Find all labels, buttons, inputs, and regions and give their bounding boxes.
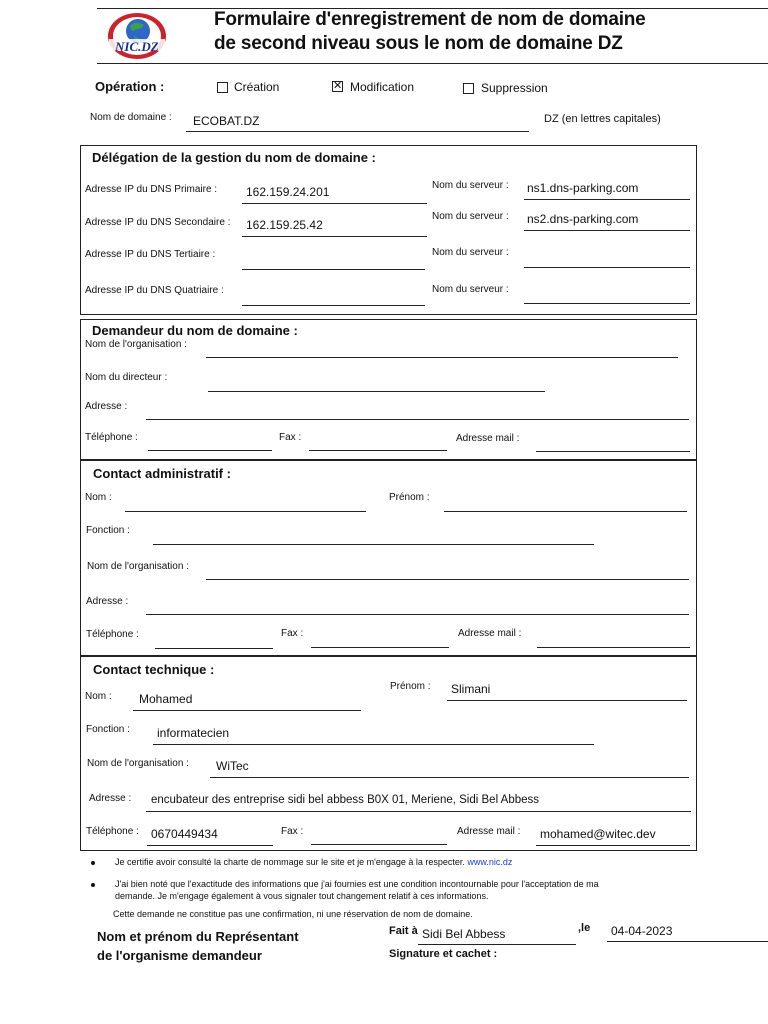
admin-email-line[interactable] [537, 647, 690, 648]
requester-phone-line[interactable] [148, 450, 272, 451]
footnote-bullet-1 [91, 861, 95, 865]
requester-email-line[interactable] [536, 451, 690, 452]
admin-contact-title: Contact administratif : [93, 466, 231, 481]
requester-fax-line[interactable] [309, 450, 447, 451]
suppression-checkbox[interactable] [463, 83, 474, 94]
domain-value[interactable]: ECOBAT.DZ [193, 114, 260, 128]
domain-field-line [186, 131, 529, 132]
tech-email-value[interactable]: mohamed@witec.dev [540, 827, 656, 841]
dns2-ip-value[interactable]: 162.159.25.42 [246, 218, 323, 232]
admin-name-label: Nom : [85, 492, 112, 503]
admin-fax-label: Fax : [281, 628, 304, 639]
tech-org-label: Nom de l'organisation : [87, 758, 189, 769]
tech-firstname-line [447, 700, 687, 701]
logo-text: NIC.DZ [115, 39, 159, 54]
tech-name-label: Nom : [85, 691, 112, 702]
header-divider [97, 63, 768, 64]
admin-name-line[interactable] [125, 511, 366, 512]
date-value[interactable]: 04-04-2023 [611, 924, 673, 938]
dns2-server-value[interactable]: ns2.dns-parking.com [527, 212, 639, 226]
requester-phone-label: Téléphone : [85, 432, 138, 443]
representative-label-2: de l'organisme demandeur [97, 948, 262, 963]
tech-function-label: Fonction : [86, 724, 130, 735]
footnote-accuracy-2: demande. Je m'engage également à vous signaler tout changement relatif à ces informations. [115, 891, 489, 901]
requester-title: Demandeur du nom de domaine : [92, 323, 298, 338]
modification-label: Modification [350, 80, 415, 94]
dns2-ip-line [242, 236, 427, 237]
dns4-ip-line[interactable] [242, 305, 425, 306]
tech-address-line [146, 811, 691, 812]
date-line [607, 941, 768, 942]
tech-phone-line [147, 845, 273, 846]
signature-label: Signature et cachet : [389, 948, 498, 960]
tech-phone-value[interactable]: 0670449434 [151, 827, 218, 841]
tech-firstname-value[interactable]: Slimani [451, 682, 491, 696]
admin-firstname-label: Prénom : [389, 492, 430, 503]
admin-phone-label: Téléphone : [86, 629, 139, 640]
requester-director-label: Nom du directeur : [85, 372, 168, 383]
dns1-ip-value[interactable]: 162.159.24.201 [246, 185, 330, 199]
nic-link[interactable]: www.nic.dz [467, 857, 513, 867]
dns2-server-line [524, 230, 690, 231]
tech-email-label: Adresse mail : [457, 826, 521, 837]
tech-phone-label: Téléphone : [86, 826, 139, 837]
fait-a-label: Fait à [389, 925, 418, 937]
creation-label: Création [234, 80, 280, 94]
representative-label-1: Nom et prénom du Représentant [97, 929, 299, 944]
form-title-line1: Formulaire d'enregistrement de nom de domaine [214, 9, 646, 30]
dns1-server-value[interactable]: ns1.dns-parking.com [527, 181, 639, 195]
footnote-charter-text: Je certifie avoir consulté la charte de nommage sur le site et je m'engage à la respecter. [115, 857, 465, 867]
domain-label: Nom de domaine : [90, 112, 172, 123]
tech-name-line [133, 710, 361, 711]
admin-org-line[interactable] [206, 579, 689, 580]
delegation-title: Délégation de la gestion du nom de domaine : [92, 150, 376, 165]
operation-label: Opération : [95, 79, 165, 94]
tech-contact-section [80, 656, 697, 851]
requester-org-line[interactable] [206, 357, 678, 358]
requester-director-line[interactable] [208, 391, 545, 392]
modification-checkbox[interactable]: ✕ [333, 80, 343, 92]
tech-org-line [210, 777, 689, 778]
admin-phone-line[interactable] [155, 648, 273, 649]
tech-email-line [536, 845, 690, 846]
footnote-charter [115, 857, 512, 867]
dns4-ip-label: Adresse IP du DNS Quatriaire : [85, 285, 224, 296]
dns3-ip-label: Adresse IP du DNS Tertiaire : [85, 249, 216, 260]
requester-address-line[interactable] [146, 419, 689, 420]
dns1-ip-line [242, 203, 427, 204]
dns2-ip-label: Adresse IP du DNS Secondaire : [85, 217, 231, 228]
admin-org-label: Nom de l'organisation : [87, 561, 189, 572]
footnote-bullet-2 [91, 883, 95, 887]
fait-a-value[interactable]: Sidi Bel Abbess [422, 927, 506, 941]
admin-fax-line[interactable] [311, 647, 449, 648]
dns4-server-label: Nom du serveur : [432, 284, 509, 295]
tech-org-value[interactable]: WiTec [216, 759, 249, 773]
dns1-server-line [524, 199, 690, 200]
dns3-server-line[interactable] [524, 267, 690, 268]
tech-name-value[interactable]: Mohamed [139, 692, 193, 706]
dns4-server-line[interactable] [524, 303, 690, 304]
admin-email-label: Adresse mail : [458, 628, 522, 639]
tech-fax-label: Fax : [281, 826, 304, 837]
admin-address-label: Adresse : [86, 596, 129, 607]
admin-function-line[interactable] [153, 544, 594, 545]
nic-logo [103, 10, 171, 62]
dns1-ip-label: Adresse IP du DNS Primaire : [85, 184, 218, 195]
date-label: ,le [578, 922, 591, 934]
footnote-accuracy-1: J'ai bien noté que l'exactitude des informations que j'ai fournies est une condition incontournable pour l'acceptation de ma [115, 879, 599, 889]
admin-firstname-line[interactable] [444, 511, 687, 512]
tech-address-label: Adresse : [89, 793, 132, 804]
tech-function-line [153, 744, 594, 745]
admin-function-label: Fonction : [86, 525, 130, 536]
tech-function-value[interactable]: informatecien [157, 726, 230, 740]
requester-fax-label: Fax : [279, 432, 302, 443]
tech-address-value[interactable]: encubateur des entreprise sidi bel abbess B0X 01, Meriene, Sidi Bel Abbess [151, 794, 540, 806]
dns3-ip-line[interactable] [242, 269, 425, 270]
admin-address-line[interactable] [146, 614, 689, 615]
dns1-server-label: Nom du serveur : [432, 180, 509, 191]
dns2-server-label: Nom du serveur : [432, 211, 509, 222]
requester-org-label: Nom de l'organisation : [85, 339, 187, 350]
domain-note: DZ (en lettres capitales) [544, 113, 661, 125]
fait-a-line [418, 944, 576, 945]
creation-checkbox[interactable] [217, 82, 228, 93]
tech-firstname-label: Prénom : [390, 681, 431, 692]
dns3-server-label: Nom du serveur : [432, 247, 509, 258]
admin-contact-section [80, 460, 697, 656]
suppression-label: Suppression [481, 81, 548, 95]
requester-email-label: Adresse mail : [456, 433, 520, 444]
form-title-line2: de second niveau sous le nom de domaine DZ [214, 33, 623, 54]
footnote-disclaimer: Cette demande ne constitue pas une confirmation, ni une réservation de nom de domaine. [113, 909, 473, 919]
tech-contact-title: Contact technique : [93, 662, 215, 677]
requester-address-label: Adresse : [85, 401, 128, 412]
tech-fax-line[interactable] [311, 844, 447, 845]
